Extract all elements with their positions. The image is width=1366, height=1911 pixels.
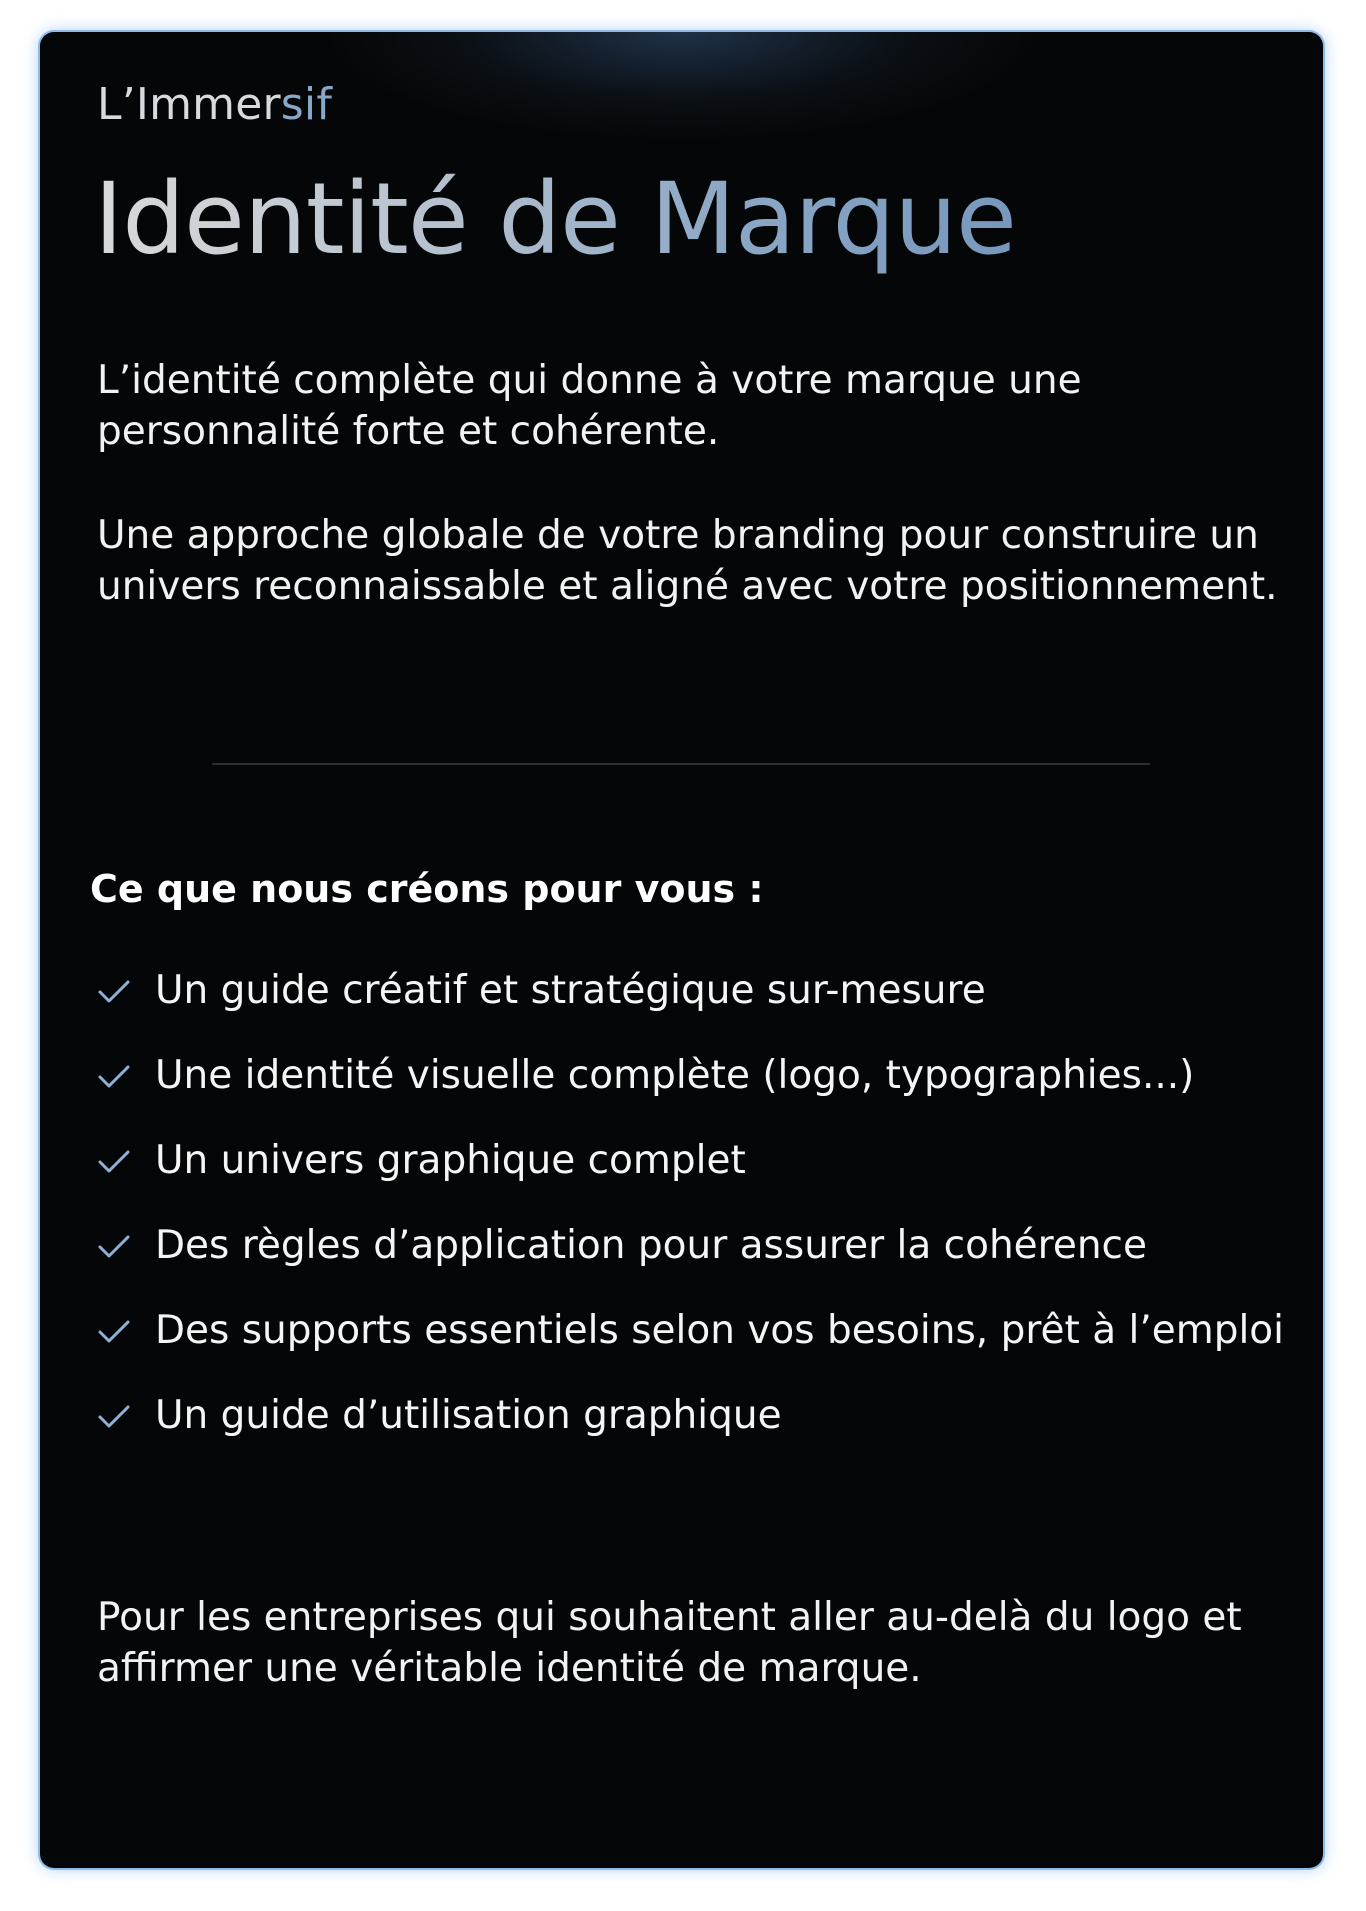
check-icon xyxy=(97,1402,131,1432)
service-tier-label-accent: sif xyxy=(280,79,333,130)
body-paragraph: Une approche globale de votre branding pour construire un univers reconnaissable et aligné avec votre positionnement. xyxy=(97,513,1278,609)
check-icon xyxy=(97,1147,131,1177)
check-icon xyxy=(97,1317,131,1347)
list-item-label: Des règles d’application pour assurer la cohérence xyxy=(155,1223,1147,1268)
section-divider xyxy=(212,763,1150,765)
list-item xyxy=(97,1392,1307,1477)
list-item xyxy=(97,1307,1307,1392)
list-item xyxy=(97,1137,1307,1222)
check-icon xyxy=(97,1232,131,1262)
list-item-label: Un guide d’utilisation graphique xyxy=(155,1393,782,1438)
deliverables-heading: Ce que nous créons pour vous : xyxy=(90,867,764,911)
service-tier-label xyxy=(97,79,332,132)
list-item-label: Des supports essentiels selon vos besoins, prêt à l’emploi xyxy=(155,1308,1285,1353)
list-item-label: Une identité visuelle complète (logo, typographies...) xyxy=(155,1053,1195,1098)
service-tier-label-main: L’Immer xyxy=(97,79,281,130)
list-item xyxy=(97,967,1307,1052)
list-item-label: Un univers graphique complet xyxy=(155,1138,746,1183)
deliverables-list xyxy=(97,967,1307,1477)
closing-paragraph: Pour les entreprises qui souhaitent aller au-delà du logo et affirmer une véritable identité de marque. xyxy=(97,1595,1242,1691)
check-icon xyxy=(97,1062,131,1092)
list-item xyxy=(97,1222,1307,1307)
service-card xyxy=(40,32,1323,1868)
list-item xyxy=(97,1052,1307,1137)
check-icon xyxy=(97,977,131,1007)
service-title: Identité de Marque xyxy=(94,162,1016,277)
list-item-label: Un guide créatif et stratégique sur-mesure xyxy=(155,968,986,1013)
intro-paragraph: L’identité complète qui donne à votre marque une personnalité forte et cohérente. xyxy=(97,358,1082,454)
